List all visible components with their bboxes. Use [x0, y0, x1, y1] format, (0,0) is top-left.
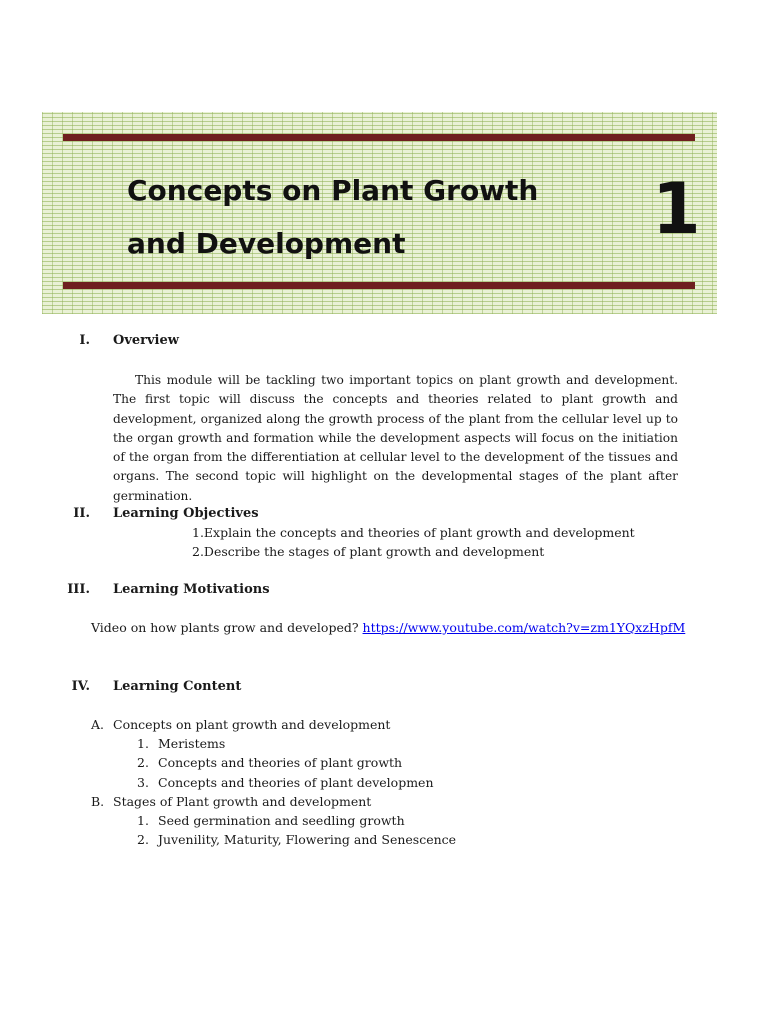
content-group-b	[91, 794, 371, 809]
list-item-text: Concepts and theories of plant developmen	[158, 775, 434, 790]
section-number: I.	[79, 333, 90, 348]
list-item	[137, 775, 434, 790]
module-title	[127, 164, 597, 270]
module-number: 1	[652, 168, 701, 250]
objective-item: 1.Explain the concepts and theories of plant growth and development	[192, 525, 635, 540]
list-item-number: 1.	[137, 813, 149, 828]
list-item	[137, 736, 225, 751]
section-number: II.	[73, 506, 90, 521]
module-banner	[42, 112, 717, 314]
list-item-number: 1.	[137, 736, 149, 751]
list-item-text: Concepts and theories of plant growth	[158, 755, 403, 770]
motivation-text: Video on how plants grow and developed?	[91, 620, 363, 635]
list-item-number: 2.	[137, 755, 149, 770]
list-item-text: Seed germination and seedling growth	[158, 813, 405, 828]
list-item-text: Meristems	[158, 736, 226, 751]
content-group-a	[91, 717, 390, 732]
section-title: Overview	[113, 333, 179, 348]
module-title-line-1: Concepts on Plant Growth	[127, 174, 539, 207]
banner-bottom-rule	[63, 282, 695, 289]
video-link[interactable]: https://www.youtube.com/watch?v=zm1YQxzHpfM	[362, 620, 686, 635]
list-item-text: Juvenility, Maturity, Flowering and Senescence	[158, 832, 457, 847]
content-group-title: Concepts on plant growth and development	[113, 717, 391, 732]
list-item	[137, 832, 456, 847]
list-item-number: 2.	[137, 832, 149, 847]
content-group-title: Stages of Plant growth and development	[113, 794, 372, 809]
objective-item: 2.Describe the stages of plant growth and development	[192, 544, 545, 559]
list-item	[137, 755, 402, 770]
banner-top-rule	[63, 134, 695, 141]
section-number: IV.	[71, 679, 90, 694]
content-group-label: B.	[91, 794, 105, 809]
motivation-line	[91, 620, 685, 635]
content-group-label: A.	[91, 717, 105, 732]
section-title: Learning Objectives	[113, 506, 259, 521]
list-item-number: 3.	[137, 775, 149, 790]
list-item	[137, 813, 405, 828]
overview-paragraph	[113, 371, 678, 506]
section-title: Learning Motivations	[113, 582, 270, 597]
module-title-line-2: and Development	[127, 227, 406, 260]
section-number: III.	[67, 582, 90, 597]
overview-text: This module will be tackling two important topics on plant growth and development. The first topic will discuss the concepts and theories related to plant growth and development, organized along the growth process of the plant from the cellular level up to the organ growth and formation while the development aspects will focus on the initiation of the organ from the differentiation at cellular level to the development of the tissues and organs. The second topic will highlight on the developmental stages of the plant after germination.	[113, 373, 678, 503]
section-title: Learning Content	[113, 679, 242, 694]
